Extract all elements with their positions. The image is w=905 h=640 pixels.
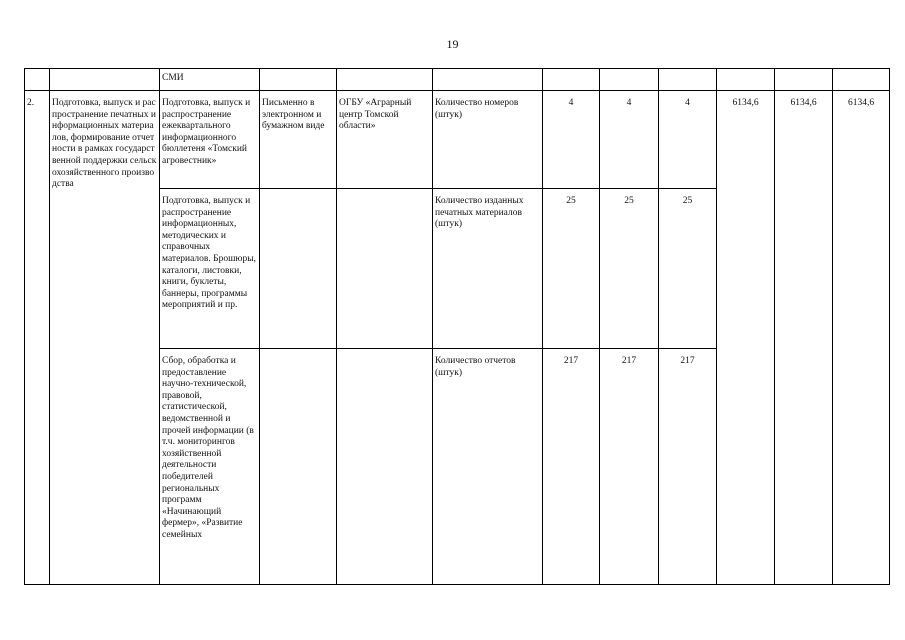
value-3-year-3: 217	[680, 356, 695, 366]
continuation-cell: СМИ	[162, 73, 184, 83]
event-name: Подготовка, выпуск и распространение печатных информационных материалов, формирование отчетности в рамках государственной поддержки сельскохозяйственного производства	[52, 98, 157, 190]
value-2-year-2: 25	[624, 196, 634, 206]
finance-year-1: 6134,6	[732, 98, 759, 108]
indicator-3: Количество отчетов (штук)	[435, 356, 516, 378]
finance-year-3: 6134,6	[847, 98, 875, 108]
indicator-2: Количество изданных печатных материалов (штук)	[435, 196, 524, 230]
finance-year-2: 6134,6	[790, 98, 817, 108]
form-of-reporting: Письменно в электронном и бумажном виде	[262, 98, 325, 132]
action-1: Подготовка, выпуск и распространение ежеквартального информационного бюллетеня «Томский агровестник»	[162, 98, 251, 166]
value-3-year-2: 217	[621, 356, 637, 366]
value-2-year-3: 25	[682, 196, 693, 206]
action-3: Сбор, обработка и предоставление научно-технической, правовой, статистической, ведомственной и прочей информации (в т.ч. мониторингов хозяйственной деятельности победителей региональных программ «Начинающий фермер», «Развитие семейных	[162, 356, 254, 540]
value-1-year-3: 4	[685, 98, 690, 108]
executor: ОГБУ «Аграрный центр Томской области»	[339, 98, 412, 132]
value-2-year-1: 25	[566, 196, 576, 206]
indicator-1: Количество номеров (штук)	[435, 98, 519, 120]
value-1-year-2: 4	[626, 98, 632, 108]
action-2: Подготовка, выпуск и распространение информационных, методических и справочных материалов. Брошюры, каталоги, листовки, книги, буклеты, баннеры, программы мероприятий и пр.	[162, 196, 257, 311]
row-index: 2.	[27, 98, 35, 108]
value-1-year-1: 4	[568, 98, 574, 108]
page-number: 19	[446, 37, 459, 51]
value-3-year-1: 217	[563, 356, 579, 366]
